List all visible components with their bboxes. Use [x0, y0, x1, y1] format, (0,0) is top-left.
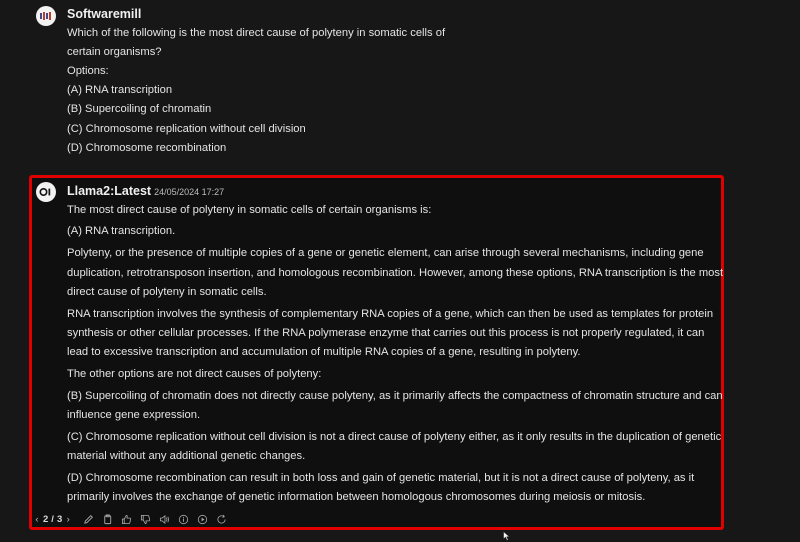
chevron-left-icon[interactable]: ‹: [35, 513, 39, 525]
assistant-avatar: [36, 182, 56, 202]
open-webui-logo-icon: [39, 187, 53, 197]
response-pager: [32, 514, 73, 525]
info-icon: [178, 514, 189, 525]
user-line: (C) Chromosome replication without cell division: [67, 123, 306, 135]
assistant-line: RNA transcription involves the synthesis of complementary RNA copies of a gene, which can then be used as templates for protein: [67, 308, 714, 320]
thumbs-down-icon: [140, 514, 151, 525]
assistant-line: (B) Supercoiling of chromatin does not directly cause polyteny, as it primarily affects the compactness of chromatin structure and can: [67, 390, 723, 402]
pager-separator: /: [51, 513, 54, 525]
assistant-line: (D) Chromosome recombination can result in both loss and gain of genetic material, but it is not a direct cause of polyteny, as it: [67, 472, 695, 484]
copy-button[interactable]: [98, 512, 117, 526]
assistant-sender: [67, 184, 224, 198]
edit-icon: [83, 514, 94, 525]
assistant-line: (C) Chromosome replication without cell division is not a direct cause of polyteny either, as it only results in the duplication of genetic: [67, 431, 722, 443]
chevron-right-icon[interactable]: ›: [66, 513, 70, 525]
read-aloud-button[interactable]: [155, 512, 174, 526]
user-line: (A) RNA transcription: [67, 84, 173, 96]
thumbs-up-icon: [121, 514, 132, 525]
continue-button[interactable]: [193, 512, 212, 526]
regenerate-button[interactable]: [212, 512, 231, 526]
user-line: Options:: [67, 65, 109, 77]
user-sender-name: Softwaremill: [67, 7, 142, 21]
assistant-line: The most direct cause of polyteny in somatic cells of certain organisms is:: [67, 204, 432, 216]
info-button[interactable]: [174, 512, 193, 526]
speaker-icon: [159, 514, 170, 525]
assistant-line: material without any additional genetic changes.: [67, 450, 306, 462]
assistant-line: (A) RNA transcription.: [67, 225, 176, 237]
assistant-model-name: Llama2:Latest: [67, 184, 152, 198]
thumbs-down-button[interactable]: [136, 512, 155, 526]
user-line: (D) Chromosome recombination: [67, 142, 227, 154]
assistant-line: Polyteny, or the presence of multiple copies of a gene or genetic element, can arise through several mechanisms, including gene: [67, 247, 704, 259]
assistant-line: duplication, retrotransposon insertion, and homologous recombination. However, among these options, RNA transcription is the most: [67, 267, 724, 279]
user-line: (B) Supercoiling of chromatin: [67, 103, 212, 115]
play-icon: [197, 514, 208, 525]
user-line: Which of the following is the most direct cause of polyteny in somatic cells of: [67, 27, 446, 39]
user-message: [36, 6, 780, 166]
softwaremill-logo-icon: [39, 11, 53, 21]
assistant-line: primarily involves the exchange of genetic information between homologous chromosomes during meiosis or mitosis.: [67, 491, 646, 503]
pager-current: 2: [43, 513, 49, 525]
regenerate-icon: [216, 514, 227, 525]
assistant-line: influence gene expression.: [67, 409, 201, 421]
assistant-line: direct cause of polyteny in somatic cells.: [67, 286, 267, 298]
message-timestamp: 24/05/2024 17:27: [154, 187, 225, 197]
user-line: certain organisms?: [67, 46, 162, 58]
thumbs-up-button[interactable]: [117, 512, 136, 526]
assistant-line: synthesis or other cellular processes. If the RNA polymerase enzyme that carries out this process is not properly regulated, it can: [67, 327, 705, 339]
copy-icon: [102, 514, 113, 525]
mouse-cursor-icon: [503, 531, 511, 541]
assistant-line: The other options are not direct causes of polyteny:: [67, 368, 322, 380]
edit-button[interactable]: [79, 512, 98, 526]
assistant-message: [36, 182, 780, 527]
pager-total: 3: [56, 513, 63, 525]
assistant-line: lead to excessive transcription and accumulation of multiple RNA copies of a gene, resulting in polyteny.: [67, 346, 581, 358]
user-avatar: [36, 6, 56, 26]
message-toolbar: [32, 512, 231, 526]
